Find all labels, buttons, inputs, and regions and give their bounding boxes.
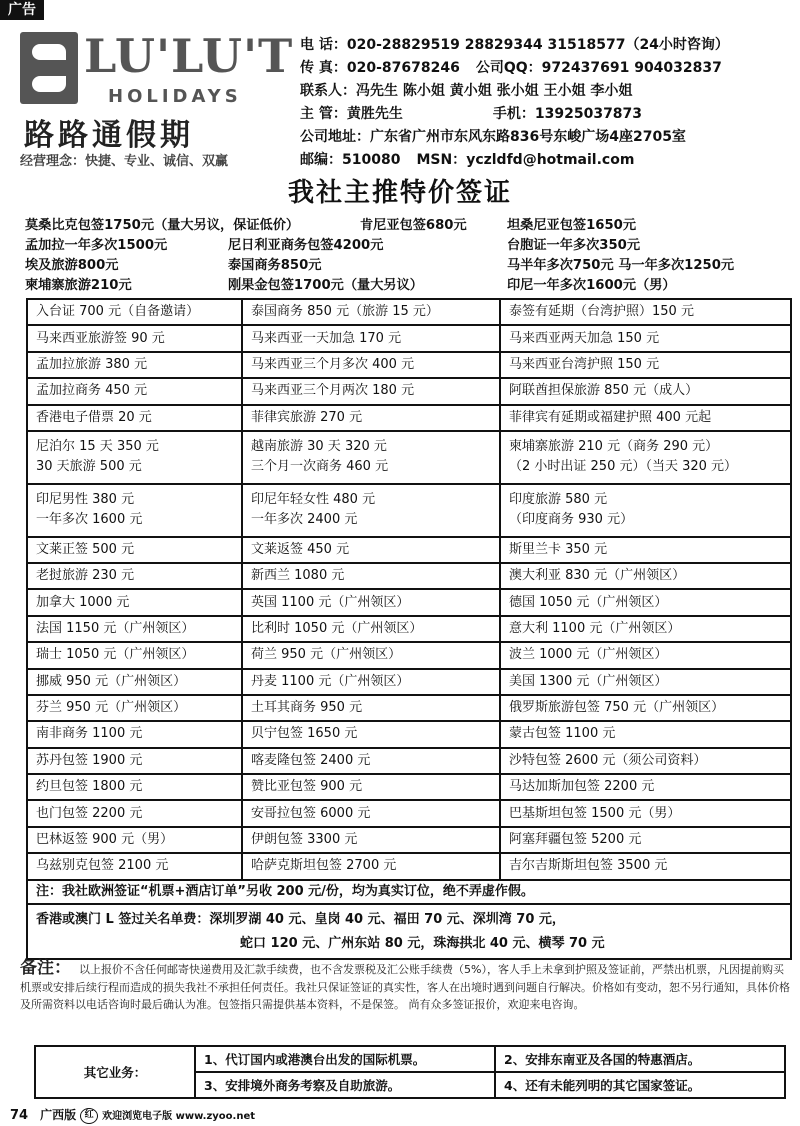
visa-line: 哈萨克斯坦包签 2700 元: [251, 858, 397, 874]
visa-cell: [500, 431, 791, 484]
manager-label: 主 管：: [300, 106, 347, 122]
company-logo: [20, 29, 294, 170]
visa-cell: [27, 378, 242, 404]
contact-info: [300, 34, 795, 172]
visa-line: （印度商务 930 元）: [509, 512, 634, 528]
visa-line: 泰签有延期（台湾护照）150 元: [509, 304, 694, 320]
ad-label: 广告: [0, 0, 44, 20]
visa-cell: [242, 325, 500, 351]
logo-mark-icon: [20, 32, 78, 104]
visa-row: [27, 800, 791, 826]
fax-value: 020-87678246: [346, 60, 460, 76]
visa-cell: [242, 352, 500, 378]
visa-line: 阿联酋担保旅游 850 元（成人）: [509, 383, 699, 399]
visa-cell: [242, 800, 500, 826]
visa-cell: [242, 642, 500, 668]
promo-item: 印尼一年多次1600元（男）: [507, 278, 676, 293]
visa-line: 俄罗斯旅游包签 750 元（广州领区）: [509, 700, 725, 716]
business-item: 4、还有未能列明的其它国家签证。: [495, 1072, 785, 1098]
visa-line: 阿塞拜疆包签 5200 元: [509, 832, 642, 848]
visa-line: 芬兰 950 元（广州领区）: [36, 700, 187, 716]
edition-name: 广西版: [40, 1108, 77, 1122]
promo-item: 尼日利亚商务包签4200元: [228, 238, 384, 253]
visa-line: 孟加拉商务 450 元: [36, 383, 148, 399]
msn-value: yczldfd@hotmail.com: [466, 152, 635, 168]
visa-line: 丹麦 1100 元（广州领区）: [251, 673, 410, 689]
promo-row: [25, 214, 795, 234]
visa-line: 加拿大 1000 元: [36, 594, 130, 610]
contacts-label: 联系人：: [300, 83, 356, 99]
website-text: 欢迎浏览电子版 www.zyoo.net: [102, 1111, 256, 1122]
visa-line: 印度旅游 580 元: [509, 492, 608, 508]
visa-cell: [27, 695, 242, 721]
visa-cell: [500, 853, 791, 879]
visa-line: 比利时 1050 元（广州领区）: [251, 620, 423, 636]
remark-section: [20, 960, 790, 1014]
visa-cell: [500, 325, 791, 351]
visa-line: 尼泊尔 15 天 350 元: [36, 439, 159, 455]
promo-row: [25, 254, 795, 274]
visa-line: 马来西亚一天加急 170 元: [251, 330, 402, 346]
visa-row: [27, 378, 791, 404]
promo-item: 肯尼亚包签680元: [360, 218, 467, 233]
visa-cell: [500, 484, 791, 537]
europe-note: 注：我社欧洲签证“机票+酒店订单”另收 200 元/份，均为真实订位，绝不弄虚作假。: [28, 879, 790, 905]
visa-line: 赞比亚包签 900 元: [251, 779, 363, 795]
visa-line: 马来西亚两天加急 150 元: [509, 330, 660, 346]
visa-line: 入台证 700 元（自备邀请）: [36, 304, 200, 320]
visa-row: [27, 642, 791, 668]
visa-line: 菲律宾有延期或福建护照 400 元起: [509, 409, 712, 425]
visa-line: 马来西亚台湾护照 150 元: [509, 356, 660, 372]
visa-line: 贝宁包签 1650 元: [251, 726, 358, 742]
visa-row: [27, 563, 791, 589]
promo-item: 埃及旅游800元: [25, 258, 119, 273]
address-label: 公司地址：: [300, 129, 370, 145]
visa-cell: [242, 378, 500, 404]
visa-cell: [242, 431, 500, 484]
visa-line: 沙特包签 2600 元（须公司资料）: [509, 752, 707, 768]
visa-cell: [242, 405, 500, 431]
visa-cell: [27, 800, 242, 826]
visa-cell: [27, 853, 242, 879]
visa-cell: [500, 563, 791, 589]
visa-line: 法国 1150 元（广州领区）: [36, 620, 195, 636]
msn-label: MSN：: [416, 152, 467, 168]
visa-row: [27, 589, 791, 615]
visa-cell: [242, 695, 500, 721]
manager-value: 黄胜先生: [346, 106, 403, 122]
visa-line: 苏丹包签 1900 元: [36, 752, 143, 768]
other-business-label: 其它业务：: [35, 1046, 195, 1098]
qq-value: 972437691 904032837: [541, 60, 722, 76]
visa-cell: [242, 827, 500, 853]
mobile-value: 13925037873: [534, 106, 643, 122]
visa-cell: [500, 669, 791, 695]
visa-row: [27, 431, 791, 484]
promo-item: 柬埔寨旅游210元: [25, 278, 132, 293]
visa-cell: [27, 352, 242, 378]
business-item: 3、安排境外商务考察及自助旅游。: [195, 1072, 495, 1098]
visa-cell: [27, 774, 242, 800]
visa-row: [27, 616, 791, 642]
visa-line: 乌兹别克包签 2100 元: [36, 858, 169, 874]
visa-line: 吉尔吉斯斯坦包签 3500 元: [509, 858, 668, 874]
business-item: 1、代订国内或港澳台出发的国际机票。: [195, 1046, 495, 1072]
visa-line: 马达加斯加包签 2200 元: [509, 779, 655, 795]
visa-line: 印尼年轻女性 480 元: [251, 492, 376, 508]
promo-item: 刚果金包签1700元（量大另议）: [228, 278, 423, 293]
visa-cell: [27, 642, 242, 668]
visa-line: 巴林返签 900 元（男）: [36, 832, 174, 848]
visa-cell: [242, 721, 500, 747]
other-business-table: [34, 1045, 786, 1099]
visa-cell: [500, 721, 791, 747]
mobile-label: 手机：: [492, 106, 535, 122]
visa-row: [27, 405, 791, 431]
visa-line: 瑞士 1050 元（广州领区）: [36, 647, 195, 663]
visa-row: [27, 774, 791, 800]
hk-macau-note-line: 香港或澳门 L 签过关名单费：深圳罗湖 40 元、皇岗 40 元、福田 70 元、深圳湾 70 元，: [36, 912, 565, 927]
visa-line: 越南旅游 30 天 320 元: [251, 439, 387, 455]
visa-row: [27, 325, 791, 351]
visa-row: [27, 352, 791, 378]
visa-cell: [500, 589, 791, 615]
visa-line: 伊朗包签 3300 元: [251, 832, 358, 848]
visa-cell: [27, 325, 242, 351]
visa-cell: [242, 299, 500, 325]
visa-cell: [500, 352, 791, 378]
visa-row: [27, 537, 791, 563]
phone-value: 020-28829519 28829344 31518577（24小时咨询）: [346, 37, 729, 53]
visa-line: 文莱正签 500 元: [36, 541, 135, 557]
logo-chinese-name: 路路通假期: [24, 118, 194, 153]
visa-cell: [27, 484, 242, 537]
visa-price-table: [26, 298, 792, 881]
visa-line: 荷兰 950 元（广州领区）: [251, 647, 402, 663]
visa-line: 南非商务 1100 元: [36, 726, 143, 742]
visa-line: 柬埔寨旅游 210 元（商务 290 元）: [509, 439, 719, 455]
visa-cell: [500, 616, 791, 642]
visa-cell: [242, 484, 500, 537]
address-value: 广东省广州市东风东路836号东峻广场4座2705室: [370, 129, 686, 145]
visa-cell: [500, 827, 791, 853]
visa-line: 老挝旅游 230 元: [36, 568, 135, 584]
visa-line: 新西兰 1080 元: [251, 568, 345, 584]
visa-row: [27, 748, 791, 774]
promo-item: 坦桑尼亚包签1650元: [507, 218, 637, 233]
visa-row: [27, 721, 791, 747]
page-title: 我社主推特价签证: [287, 178, 512, 208]
visa-line: 挪威 950 元（广州领区）: [36, 673, 187, 689]
qq-label: 公司QQ：: [475, 60, 542, 76]
remark-label: 备注：: [20, 958, 71, 978]
hk-macau-note-line: 蛇口 120 元、广州东站 80 元，珠海拱北 40 元、横琴 70 元: [240, 936, 605, 951]
visa-cell: [27, 299, 242, 325]
page-footer: [10, 1106, 255, 1124]
promo-item: 孟加拉一年多次1500元: [25, 238, 168, 253]
visa-cell: [500, 405, 791, 431]
visa-cell: [242, 563, 500, 589]
visa-line: 德国 1050 元（广州领区）: [509, 594, 668, 610]
visa-cell: [27, 405, 242, 431]
visa-cell: [242, 616, 500, 642]
visa-cell: [242, 774, 500, 800]
visa-line: 一年多次 1600 元: [36, 512, 143, 528]
page-number: 74: [10, 1108, 29, 1123]
visa-cell: [27, 669, 242, 695]
visa-cell: [27, 431, 242, 484]
postcode-label: 邮编：: [300, 152, 342, 168]
visa-cell: [500, 537, 791, 563]
visa-line: 一年多次 2400 元: [251, 512, 358, 528]
promo-row: [25, 274, 795, 294]
visa-line: 英国 1100 元（广州领区）: [251, 594, 410, 610]
promo-item: 马半年多次750元 马一年多次1250元: [507, 258, 735, 273]
visa-cell: [27, 721, 242, 747]
company-motto: 经营理念：快捷、专业、诚信、双赢: [20, 154, 229, 169]
notes-box: [26, 879, 792, 960]
visa-line: 意大利 1100 元（广州领区）: [509, 620, 681, 636]
visa-line: 斯里兰卡 350 元: [509, 541, 608, 557]
visa-line: 也门包签 2200 元: [36, 805, 143, 821]
visa-cell: [27, 748, 242, 774]
visa-cell: [242, 748, 500, 774]
visa-line: 香港电子借票 20 元: [36, 409, 152, 425]
visa-cell: [242, 669, 500, 695]
visa-line: 安哥拉包签 6000 元: [251, 805, 371, 821]
visa-row: [27, 853, 791, 879]
visa-line: 印尼男性 380 元: [36, 492, 135, 508]
visa-line: 巴基斯坦包签 1500 元（男）: [509, 805, 681, 821]
visa-cell: [27, 589, 242, 615]
remark-text: 以上报价不含任何邮寄快递费用及汇款手续费，也不含发票税及汇公账手续费（5%），客人手上未拿到护照及签证前，严禁出机票，凡因提前购买机票或安排后续行程而造成的损失我社不承担任何责任。我社只保证签证的真实性，客人在出境时遇到问题自行解决。价格如有变动，恕不另行通知，具体价格及所需资料以电话咨询时最后确认为准。包签指只需提供基本资料，不是保签。 尚有众多签证报价，欢迎来电咨询。: [20, 963, 790, 1011]
visa-line: 30 天旅游 500 元: [36, 459, 142, 475]
visa-cell: [500, 800, 791, 826]
visa-cell: [242, 853, 500, 879]
visa-line: 泰国商务 850 元（旅游 15 元）: [251, 304, 439, 320]
visa-line: 美国 1300 元（广州领区）: [509, 673, 668, 689]
contacts-value: 冯先生 陈小姐 黄小姐 张小姐 王小姐 李小姐: [356, 83, 633, 99]
visa-cell: [27, 827, 242, 853]
visa-row: [27, 827, 791, 853]
visa-cell: [27, 616, 242, 642]
visa-line: 蒙古包签 1100 元: [509, 726, 616, 742]
visa-line: 土耳其商务 950 元: [251, 700, 363, 716]
fax-label: 传 真：: [300, 60, 347, 76]
promo-item: 台胞证一年多次350元: [507, 238, 641, 253]
visa-line: 三个月一次商务 460 元: [251, 459, 389, 475]
visa-row: [27, 695, 791, 721]
phone-label: 电 话：: [300, 37, 347, 53]
visa-cell: [500, 695, 791, 721]
visa-cell: [242, 537, 500, 563]
visa-cell: [500, 642, 791, 668]
visa-row: [27, 484, 791, 537]
visa-line: 文莱返签 450 元: [251, 541, 350, 557]
visa-cell: [27, 537, 242, 563]
visa-line: 马来西亚三个月多次 400 元: [251, 356, 415, 372]
business-item: 2、安排东南亚及各国的特惠酒店。: [495, 1046, 785, 1072]
postcode-value: 510080: [342, 152, 401, 168]
visa-line: 菲律宾旅游 270 元: [251, 409, 363, 425]
visa-cell: [242, 589, 500, 615]
visa-line: 澳大利亚 830 元（广州领区）: [509, 568, 686, 584]
logo-sub: HOLIDAYS: [108, 86, 242, 107]
promo-row: [25, 234, 795, 254]
visa-row: [27, 299, 791, 325]
logo-brand: LU'LU'T: [84, 29, 294, 83]
promo-list: [25, 214, 795, 294]
visa-line: 马来西亚三个月两次 180 元: [251, 383, 415, 399]
promo-item: 泰国商务850元: [228, 258, 322, 273]
visa-line: （2 小时出证 250 元）（当天 320 元）: [509, 459, 738, 475]
visa-line: 孟加拉旅游 380 元: [36, 356, 148, 372]
visa-line: 喀麦隆包签 2400 元: [251, 752, 371, 768]
hk-macau-note: [28, 905, 790, 958]
promo-item: 莫桑比克包签1750元（量大另议，保证低价）: [25, 218, 300, 233]
seal-icon: 红: [80, 1108, 98, 1124]
visa-cell: [500, 774, 791, 800]
visa-cell: [500, 299, 791, 325]
visa-line: 马来西亚旅游签 90 元: [36, 330, 165, 346]
visa-cell: [27, 563, 242, 589]
visa-row: [27, 669, 791, 695]
visa-line: 波兰 1000 元（广州领区）: [509, 647, 668, 663]
visa-cell: [500, 748, 791, 774]
visa-cell: [500, 378, 791, 404]
visa-line: 约旦包签 1800 元: [36, 779, 143, 795]
